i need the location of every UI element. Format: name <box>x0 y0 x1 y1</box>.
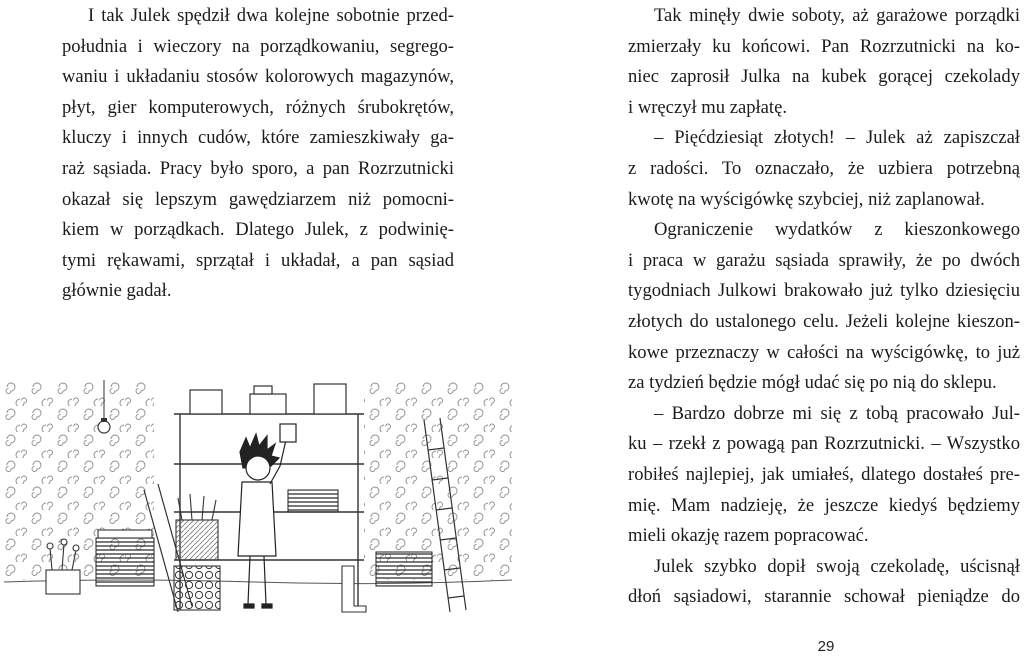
text-line: – Bardzo dobrze mi się z tobą pracowało Jul- <box>654 402 1020 424</box>
text-line: za tydzień będzie mógł udać się po nią do sklepu. <box>628 372 997 394</box>
text-line: i praca w garażu sąsiada sprawiły, że po dwóch <box>628 249 1020 271</box>
text-line: płyt, gier komputerowych, różnych śrubokrętów, <box>62 96 454 118</box>
text-line: okazał się lepszym gawędziarzem niż pomocni- <box>62 188 454 210</box>
text-line: głównie gadał. <box>62 280 172 302</box>
text-line: południa i wieczory na porządkowaniu, segrego- <box>62 35 454 57</box>
text-line: mieli okazję razem popracować. <box>628 525 869 547</box>
right-page <box>512 0 1024 658</box>
text-line: i wręczył mu zapłatę. <box>628 96 788 118</box>
text-line: tygodniach Julkowi brakowało już tylko dziesięciu <box>628 280 1020 302</box>
text-line: robiłeś najlepiej, jak umiałeś, dlatego dostałeś pre- <box>628 463 1020 485</box>
text-line: z radości. To oznaczało, że uzbiera potrzebną <box>628 157 1020 179</box>
text-line: Ograniczenie wydatków z kieszonkowego <box>654 219 1020 241</box>
text-line: raż sąsiada. Pracy było sporo, a pan Rozrzutnicki <box>62 157 454 179</box>
text-line: kwotę na wyścigówkę szybciej, niż zaplanował. <box>628 188 985 210</box>
text-line: niec zaprosił Julka na kubek gorącej czekolady <box>628 66 1020 88</box>
text-line: dłoń sąsiadowi, starannie schował pieniądze do <box>628 586 1020 608</box>
garage-illustration <box>4 380 512 618</box>
text-line: Julek szybko dopił swoją czekoladę, uścisnął <box>654 555 1020 577</box>
right-text-column <box>628 1 1020 613</box>
text-line: – Pięćdziesiąt złotych! – Julek aż zapiszczał <box>654 127 1020 149</box>
magazine-stack <box>96 530 154 586</box>
ball-crate <box>174 566 220 610</box>
text-line: ku – rzekł z powagą pan Rozrzutnicki. – Wszystko <box>628 433 1020 455</box>
text-line: kluczy i innych cudów, które zamieszkiwały ga- <box>62 127 454 149</box>
text-line: mię. Mam nadzieję, że jeszcze kiedyś będziemy <box>628 494 1020 516</box>
text-line: złotych do ustalonego celu. Jeżeli kolejne kieszon- <box>628 310 1020 332</box>
text-line: zmierzały ku końcowi. Pan Rozrzutnicki na ko- <box>628 35 1020 57</box>
text-line: kowe przeznaczy w całości na wyścigówkę, to już <box>628 341 1020 363</box>
text-line: I tak Julek spędził dwa kolejne sobotnie przed- <box>88 5 454 26</box>
page-number: 29 <box>817 638 835 655</box>
left-text-column <box>62 1 454 307</box>
text-line: Tak minęły dwie soboty, aż garażowe porządki <box>654 5 1020 26</box>
text-line: waniu i układaniu stosów kolorowych magazynów, <box>62 66 454 88</box>
text-line: kiem w porządkach. Dlatego Julek, z podwinię- <box>62 219 454 241</box>
text-line: tymi rękawami, sprzątał i układał, a pan sąsiad <box>62 249 454 271</box>
